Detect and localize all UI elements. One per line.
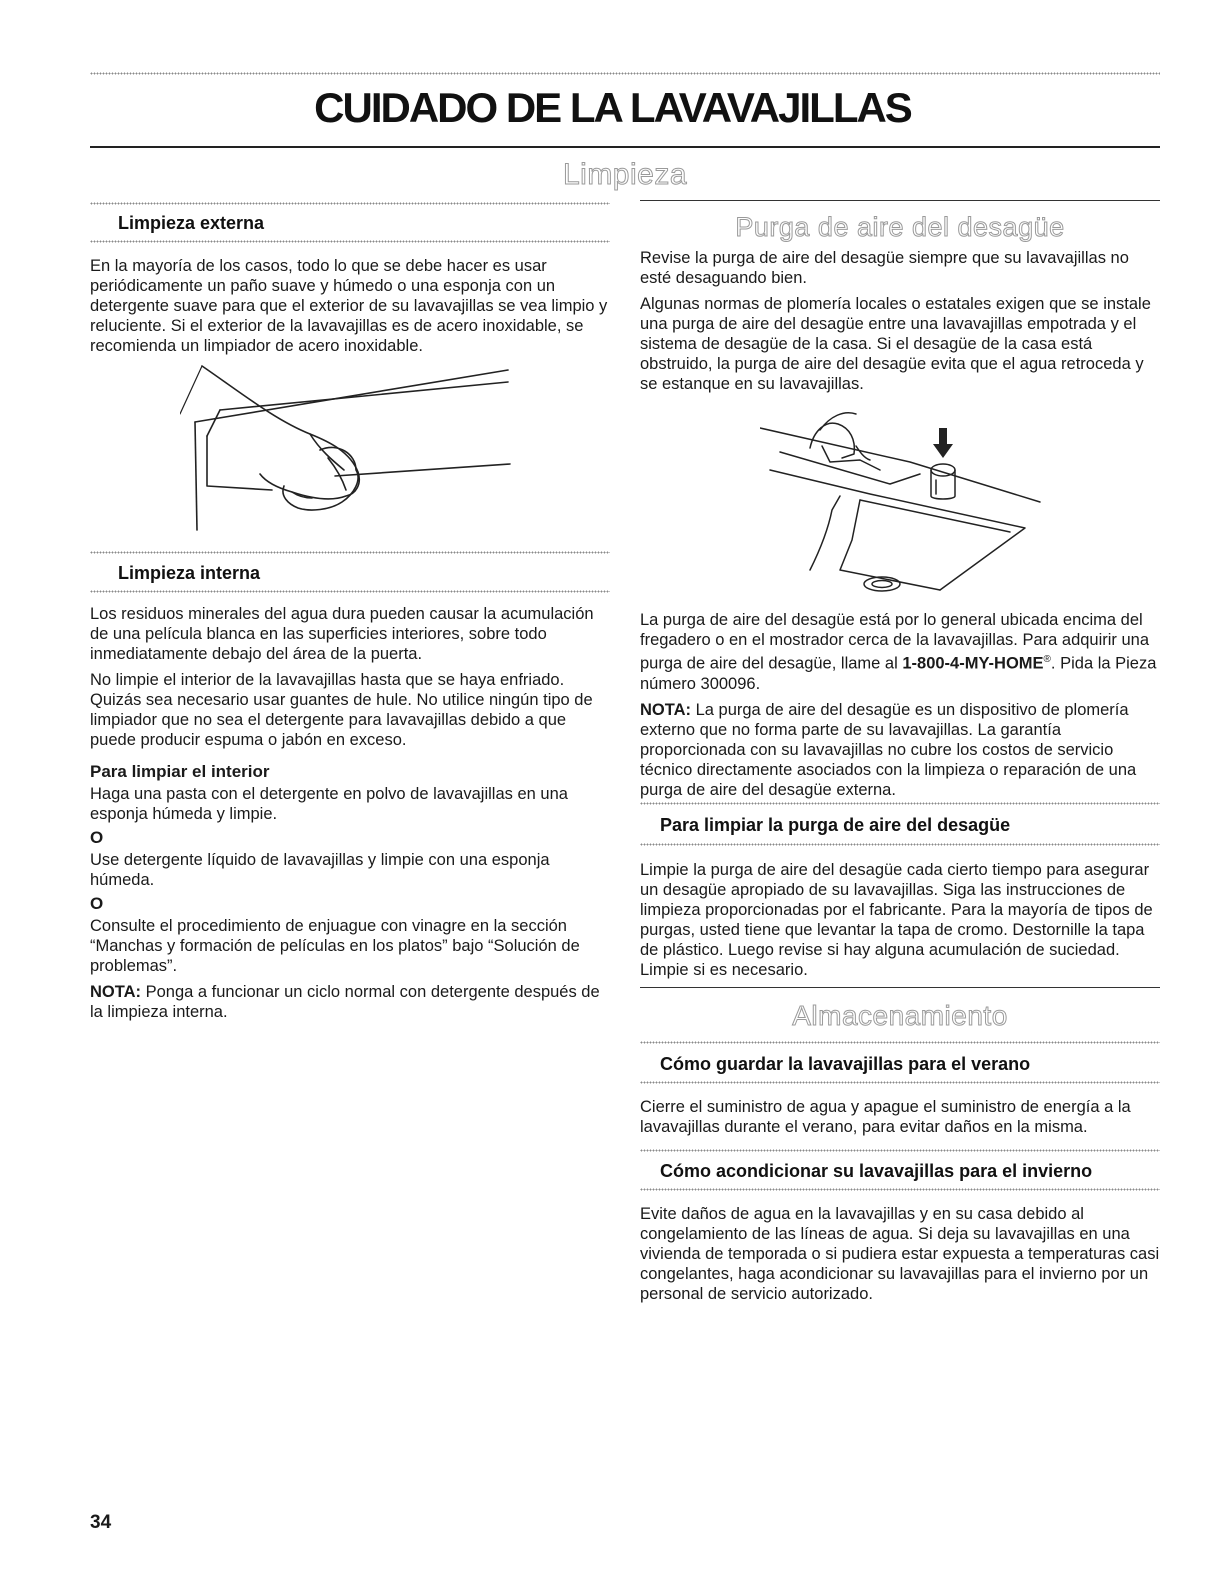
verano-rule-top: [640, 1041, 1160, 1044]
section-title-purga: Purga de aire del desagüe: [735, 212, 1065, 242]
purga-paragraph-1: Revise la purga de aire del desagüe siempre que su lavavajillas no esté desaguando bien.: [640, 249, 1129, 287]
interna-paragraph-1: Los residuos minerales del agua dura pueden causar la acumulación de una película blanca en las superficies interiores, sobre todo inmediatamente debajo del área de la puerta.: [90, 605, 594, 663]
section-title-limpieza: Limpieza: [562, 158, 688, 191]
limpiar-purga-text: [640, 860, 1160, 986]
page-title: CUIDADO DE LA LAVAVAJILLAS: [314, 84, 911, 131]
verano-paragraph: Cierre el suministro de agua y apague el suministro de energía a la lavavajillas durante el verano, para evitar daños en la misma.: [640, 1098, 1131, 1136]
subhead-verano: Cómo guardar la lavavajillas para el verano: [660, 1054, 1031, 1074]
cloth-outline: [283, 447, 358, 510]
purga-p3-part-a: La purga de aire del desagüe está por lo general ubicada encima del fregadero o en el mostrador cerca de la lavavajillas. Para adquirir una purga de aire del desagüe, llame al: [640, 611, 1150, 673]
subhead-limpiar-interior: Para limpiar el interior: [90, 762, 270, 781]
phone-number: 1-800-4-MY-HOME: [902, 654, 1044, 673]
limpiar-purga-paragraph: Limpie la purga de aire del desagüe cada cierto tiempo para asegurar un desagüe apropiado de su lavavajillas. Siga las instrucciones de limpieza proporcionadas por el fabricante. Para la mayoría de tipos de purgas, usted tiene que levantar la tapa de cromo. Destornille la tapa de plástico. Luego revise si hay alguna acumulación de suciedad. Limpie si es necesario.: [640, 861, 1153, 979]
wiping-illustration: [180, 362, 520, 534]
invierno-rule-bottom: [640, 1188, 1160, 1191]
top-dotted-rule: [90, 72, 1160, 75]
interna-paragraph-2: No limpie el interior de la lavavajillas hasta que se haya enfriado. Quizás sea necesario usar guantes de hule. No utilice ningún tipo de limpiador que no sea el detergente para lavavajillas debido a que puede producir espuma o jabón en exceso.: [90, 671, 593, 749]
panel-left-edge: [195, 422, 197, 530]
or-separator-1: O: [90, 828, 104, 847]
purga-paragraph-2: Algunas normas de plomería locales o estatales exigen que se instale una purga de aire del desagüe entre una lavavajillas empotrada y el sistema de desagüe de la casa. Si el desagüe de la casa está obstruido, la purga de aire del desagüe evita que el agua retroceda y se estanque en su lavavajillas.: [640, 295, 1151, 393]
note-text: Ponga a funcionar un ciclo normal con detergente después de la limpieza interna.: [90, 983, 600, 1021]
limpiar-purga-rule-top: [640, 802, 1160, 805]
externa-text: [90, 256, 610, 362]
interior-paragraph-3: Consulte el procedimiento de enjuague con vinagre en la sección “Manchas y formación de películas en los platos” bajo “Solución de problemas”.: [90, 917, 580, 975]
invierno-rule-top: [640, 1149, 1160, 1152]
interior-note: [90, 982, 610, 1022]
title-underline: [90, 146, 1160, 148]
section-title-almacenamiento: Almacenamiento: [792, 1000, 1008, 1031]
invierno-paragraph: Evite daños de agua en la lavavajillas y en su casa debido al congelamiento de las líneas de agua. Si deja su lavavajillas en una vivienda de temporada o si pudiera estar expuesta a temperaturas casi congelantes, haga acondicionar su lavavajillas para el invierno por un personal de servicio autorizado.: [640, 1205, 1160, 1303]
limpieza-rule-right: [640, 200, 1160, 201]
purga-text: [640, 248, 1160, 400]
note-label: NOTA:: [90, 983, 142, 1001]
verano-text: [640, 1097, 1160, 1143]
interior-paragraph-2: Use detergente líquido de lavavajillas y limpie con una esponja húmeda.: [90, 851, 550, 889]
interna-rule-top: [90, 551, 610, 554]
panel-top-edge: [195, 370, 508, 422]
verano-rule-bottom: [640, 1081, 1160, 1084]
interna-text: [90, 604, 610, 1028]
subhead-invierno: Cómo acondicionar su lavavajillas para el invierno: [660, 1161, 1093, 1181]
subhead-limpieza-externa: Limpieza externa: [118, 213, 265, 233]
sink-rim: [770, 470, 1025, 590]
registered-mark: ®: [1043, 654, 1051, 665]
invierno-text: [640, 1204, 1160, 1310]
externa-rule-bottom: [90, 240, 610, 243]
or-separator-2: O: [90, 894, 104, 913]
almacenamiento-rule: [640, 987, 1160, 988]
purga-paragraph-3: [640, 610, 1160, 694]
counter-back-edge: [760, 428, 1040, 502]
page-number: 34: [90, 1512, 112, 1533]
externa-rule-top: [90, 202, 610, 205]
note-text: La purga de aire del desagüe es un dispositivo de plomería externo que no forma parte de su lavavajillas. La garantía proporcionada con su lavavajillas no cubre los costos de servicio técnico directamente asociados con la limpieza o reparación de una purga de aire del desagüe externa.: [640, 700, 1137, 799]
note-label: NOTA:: [640, 700, 692, 719]
interna-rule-bottom: [90, 590, 610, 593]
subhead-limpiar-purga: Para limpiar la purga de aire del desagüe: [660, 815, 1011, 835]
purga-location-text: [640, 610, 1160, 806]
interior-paragraph-1: Haga una pasta con el detergente en polvo de lavavajillas en una esponja húmeda y limpie.: [90, 785, 568, 823]
purga-p3-part-b: . Pida la Pieza número 300096.: [640, 654, 1157, 693]
down-arrow-icon: [933, 428, 953, 458]
hand-outline: [202, 366, 359, 499]
purga-note: [640, 700, 1160, 800]
subhead-limpieza-interna: Limpieza interna: [118, 563, 261, 583]
externa-paragraph: En la mayoría de los casos, todo lo que se debe hacer es usar periódicamente un paño suave y húmedo o una esponja con un detergente suave para que el exterior de su lavavajillas se vea limpio y reluciente. Si el exterior de la lavavajillas es de acero inoxidable, se recomienda un limpiador de acero inoxidable.: [90, 257, 608, 355]
air-gap-illustration: [760, 400, 1050, 600]
limpiar-purga-rule-bottom: [640, 843, 1160, 846]
